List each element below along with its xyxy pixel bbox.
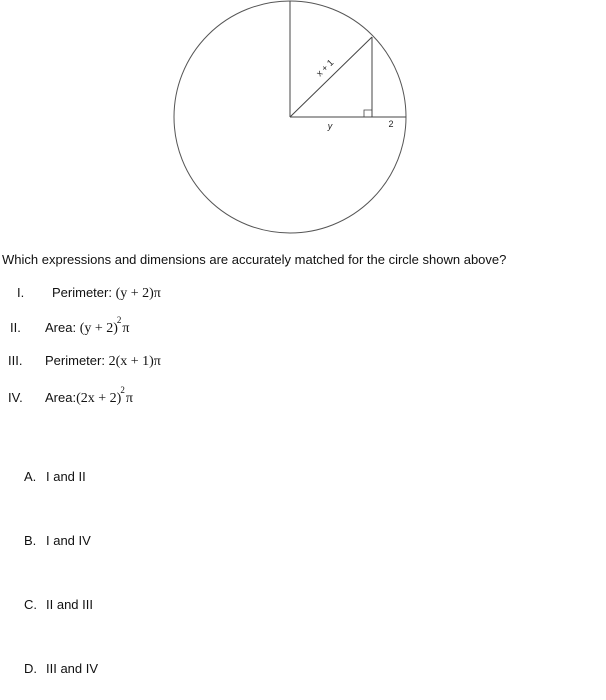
statement-numeral: IV.: [8, 390, 23, 405]
hypotenuse-label: x + 1: [314, 57, 336, 79]
statement-body: [45, 353, 161, 370]
statement-exponent: 2: [120, 385, 125, 395]
statement-tail: π: [122, 321, 130, 336]
answer-choice-c[interactable]: [24, 597, 93, 612]
statement-body: [52, 285, 161, 302]
choice-text: I and IV: [46, 533, 91, 548]
statement-body: [45, 315, 130, 337]
choice-text: III and IV: [46, 661, 99, 676]
statement-body: [45, 385, 133, 407]
statement-numeral: II.: [10, 320, 21, 335]
choice-letter: C.: [24, 597, 37, 612]
choice-text: II and III: [46, 597, 93, 612]
statement-prefix: Area:: [45, 320, 80, 335]
statement-expression: (2x + 2): [76, 391, 122, 406]
right-angle-marker: [364, 110, 372, 117]
statement-prefix: Area:: [45, 390, 77, 405]
circle-diagram: [0, 0, 606, 245]
answer-choice-b[interactable]: [24, 533, 91, 548]
choice-letter: B.: [24, 533, 37, 548]
statement-expression: 2(x + 1)π: [108, 354, 161, 369]
choice-letter: D.: [24, 661, 37, 676]
statement-numeral: I.: [17, 285, 25, 300]
statement-prefix: Perimeter:: [45, 353, 109, 368]
statement-expression: (y + 2)π: [115, 286, 161, 301]
statement-prefix: Perimeter:: [52, 285, 116, 300]
choice-letter: A.: [24, 469, 37, 484]
answer-choice-a[interactable]: [24, 469, 86, 484]
leg-label: y: [327, 121, 333, 131]
statement-numeral: III.: [8, 353, 23, 368]
segment-label: 2: [388, 119, 394, 129]
statement-tail: π: [125, 391, 133, 406]
statement-exponent: 2: [116, 315, 122, 325]
choice-text: I and II: [46, 469, 86, 484]
answer-choice-d[interactable]: [24, 661, 98, 676]
hypotenuse-line: [290, 37, 372, 117]
statement-expression: (y + 2): [79, 321, 118, 336]
question-text: Which expressions and dimensions are accurately matched for the circle shown above?: [2, 252, 507, 267]
